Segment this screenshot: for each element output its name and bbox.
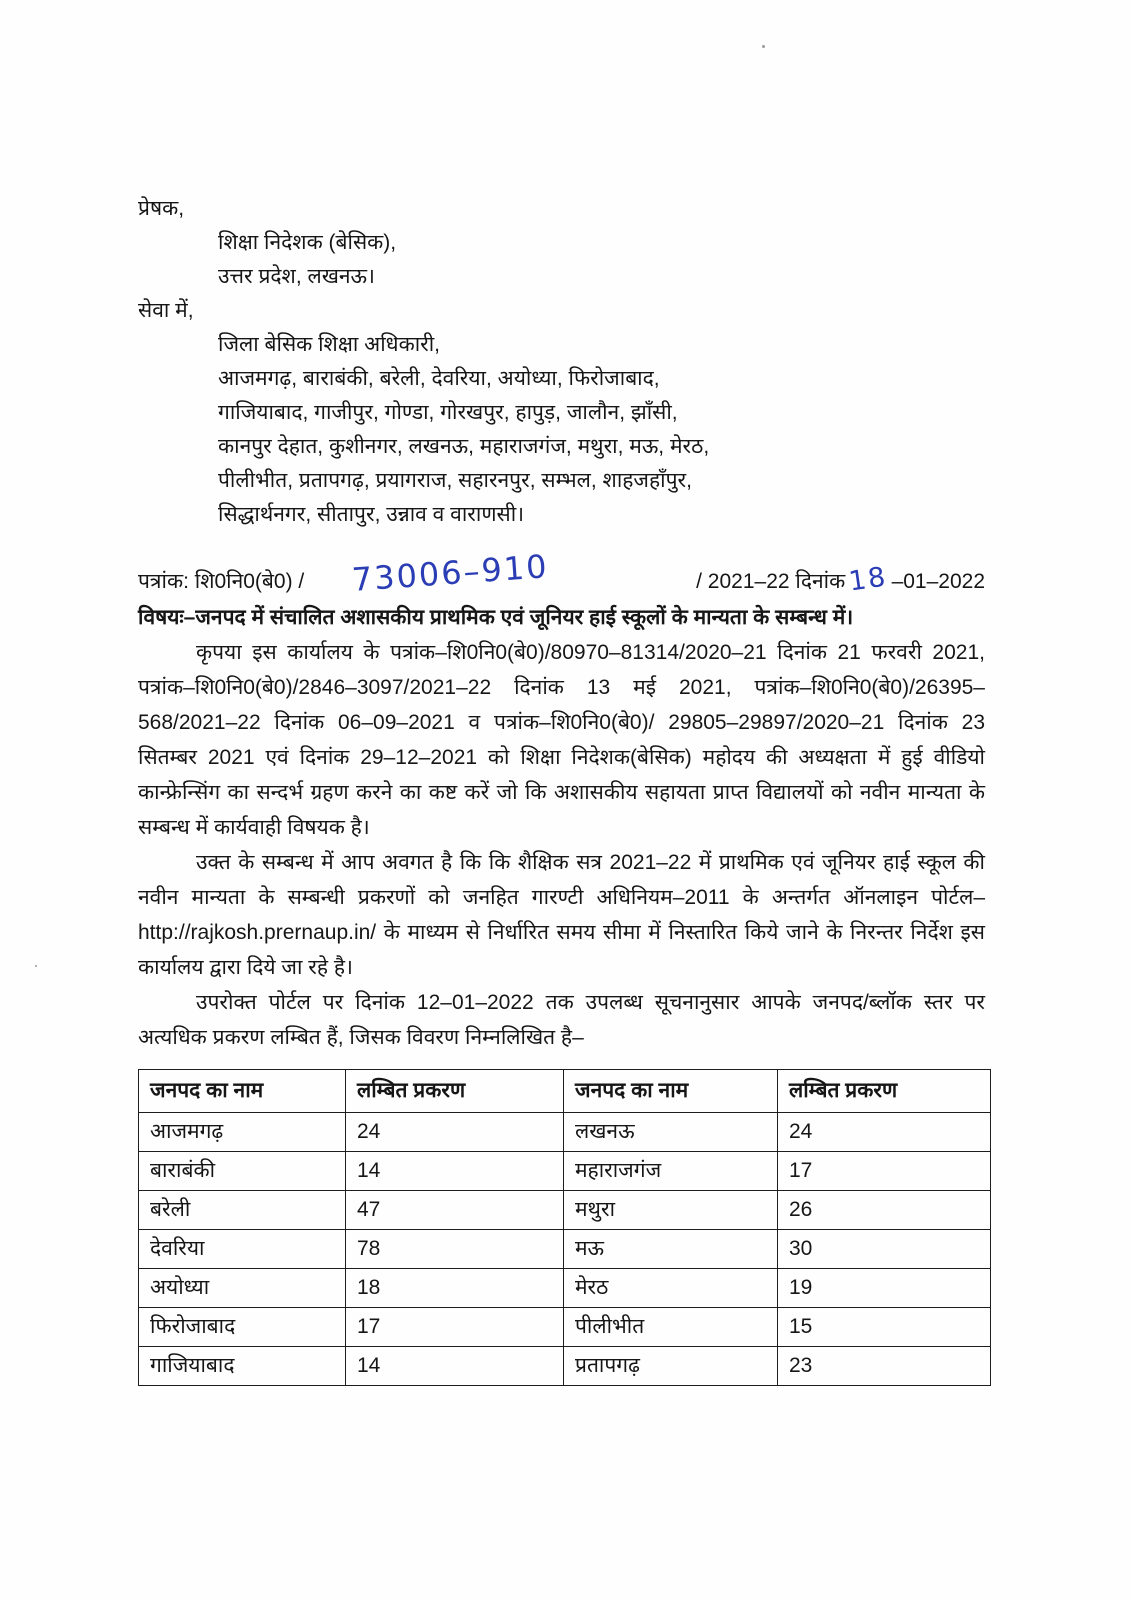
table-header-district: जनपद का नाम bbox=[139, 1070, 346, 1113]
pending-count-cell: 17 bbox=[346, 1308, 564, 1347]
district-cell: बाराबंकी bbox=[139, 1152, 346, 1191]
recipient-line: सिद्धार्थनगर, सीतापुर, उन्नाव व वाराणसी। bbox=[218, 503, 525, 526]
district-cell: देवरिया bbox=[139, 1230, 346, 1269]
recipient-line: पीलीभीत, प्रतापगढ़, प्रयागराज, सहारनपुर, सम्भल, शाहजहाँपुर, bbox=[218, 469, 692, 492]
district-cell: बरेली bbox=[139, 1191, 346, 1230]
table-header-district: जनपद का नाम bbox=[564, 1070, 778, 1113]
table-row bbox=[139, 1347, 991, 1386]
reference-year: / 2021–22 दिनांक bbox=[696, 570, 846, 593]
paragraph: उपरोक्त पोर्टल पर दिनांक 12–01–2022 तक उपलब्ध सूचनानुसार आपके जनपद/ब्लॉक स्तर पर अत्यधिक प्रकरण लम्बित हैं, जिसक विवरण निम्नलिखित है– bbox=[138, 991, 985, 1049]
pending-count-cell: 47 bbox=[346, 1191, 564, 1230]
recipient-line: जिला बेसिक शिक्षा अधिकारी, bbox=[218, 333, 440, 356]
scan-speck bbox=[762, 45, 765, 48]
district-cell: मथुरा bbox=[564, 1191, 778, 1230]
pending-count-cell: 18 bbox=[346, 1269, 564, 1308]
reference-prefix: पत्रांक: शि0नि0(बे0) / bbox=[138, 570, 305, 593]
paragraph: उक्त के सम्बन्ध में आप अवगत है कि कि शैक्षिक सत्र 2021–22 में प्राथमिक एवं जूनियर हाई स्कूल की नवीन मान्यता के सम्बन्धी प्रकरणों को जनहित गारण्टी अधिनियम–2011 के अन्तर्गत ऑनलाइन पोर्टल–http://rajkosh.prernaup.in/ के माध्यम से निर्धारित समय सीमा में निस्तारित किये जाने के निरन्तर निर्देश इस कार्यालय द्वारा दिये जा रहे है। bbox=[138, 851, 985, 979]
pending-cases-table bbox=[138, 1069, 991, 1386]
handwritten-letter-number: 73006–910 bbox=[350, 547, 550, 599]
pending-count-cell: 14 bbox=[346, 1347, 564, 1386]
scan-speck bbox=[35, 965, 37, 967]
subject-line: विषयः–जनपद में संचालित अशासकीय प्राथमिक एवं जूनियर हाई स्कूलों के मान्यता के सम्बन्ध में। bbox=[138, 606, 854, 629]
pending-count-cell: 26 bbox=[778, 1191, 991, 1230]
pending-count-cell: 24 bbox=[778, 1113, 991, 1152]
reference-date-suffix: –01–2022 bbox=[891, 570, 985, 593]
pending-count-cell: 30 bbox=[778, 1230, 991, 1269]
pending-count-cell: 78 bbox=[346, 1230, 564, 1269]
table-row bbox=[139, 1269, 991, 1308]
table-row bbox=[139, 1191, 991, 1230]
pending-count-cell: 14 bbox=[346, 1152, 564, 1191]
handwritten-date-day: 18 bbox=[847, 561, 890, 598]
sender-line: उत्तर प्रदेश, लखनऊ। bbox=[218, 265, 376, 288]
district-cell: प्रतापगढ़ bbox=[564, 1347, 778, 1386]
sender-line: शिक्षा निदेशक (बेसिक), bbox=[218, 231, 397, 254]
reference-line bbox=[138, 547, 985, 599]
pending-count-cell: 24 bbox=[346, 1113, 564, 1152]
table-header-pending: लम्बित प्रकरण bbox=[778, 1070, 991, 1113]
district-cell: पीलीभीत bbox=[564, 1308, 778, 1347]
table-header-row bbox=[139, 1070, 991, 1113]
pending-count-cell: 17 bbox=[778, 1152, 991, 1191]
table-row bbox=[139, 1152, 991, 1191]
paragraph: कृपया इस कार्यालय के पत्रांक–शि0नि0(बे0)/80970–81314/2020–21 दिनांक 21 फरवरी 2021, पत्रांक–शि0नि0(बे0)/2846–3097/2021–22 दिनांक 13 मई 2021, पत्रांक–शि0नि0(बे0)/26395–568/2021–22 दिनांक 06–09–2021 व पत्रांक–शि0नि0(बे0)/ 29805–29897/2020–21 दिनांक 23 सितम्बर 2021 एवं दिनांक 29–12–2021 को शिक्षा निदेशक(बेसिक) महोदय की अध्यक्षता में हुई वीडियो कान्फ्रेन्सिंग का सन्दर्भ ग्रहण करने का कष्ट करें जो कि अशासकीय सहायता प्राप्त विद्यालयों को नवीन मान्यता के सम्बन्ध में कार्यवाही विषयक है। bbox=[138, 641, 985, 839]
district-cell: महाराजगंज bbox=[564, 1152, 778, 1191]
pending-count-cell: 19 bbox=[778, 1269, 991, 1308]
recipient-line: कानपुर देहात, कुशीनगर, लखनऊ, महाराजगंज, मथुरा, मऊ, मेरठ, bbox=[218, 435, 710, 458]
recipient-line: आजमगढ़, बाराबंकी, बरेली, देवरिया, अयोध्या, फिरोजाबाद, bbox=[218, 367, 660, 390]
district-cell: लखनऊ bbox=[564, 1113, 778, 1152]
pending-count-cell: 23 bbox=[778, 1347, 991, 1386]
table-row bbox=[139, 1308, 991, 1347]
table-header-pending: लम्बित प्रकरण bbox=[346, 1070, 564, 1113]
district-cell: आजमगढ़ bbox=[139, 1113, 346, 1152]
recipient-label: सेवा में, bbox=[138, 299, 194, 322]
district-cell: मऊ bbox=[564, 1230, 778, 1269]
district-cell: फिरोजाबाद bbox=[139, 1308, 346, 1347]
table-row bbox=[139, 1230, 991, 1269]
district-cell: अयोध्या bbox=[139, 1269, 346, 1308]
pending-count-cell: 15 bbox=[778, 1308, 991, 1347]
table-row bbox=[139, 1113, 991, 1152]
recipient-line: गाजियाबाद, गाजीपुर, गोण्डा, गोरखपुर, हापुड़, जालौन, झाँसी, bbox=[218, 401, 678, 424]
district-cell: गाजियाबाद bbox=[139, 1347, 346, 1386]
sender-label: प्रेषक, bbox=[138, 197, 185, 220]
district-cell: मेरठ bbox=[564, 1269, 778, 1308]
